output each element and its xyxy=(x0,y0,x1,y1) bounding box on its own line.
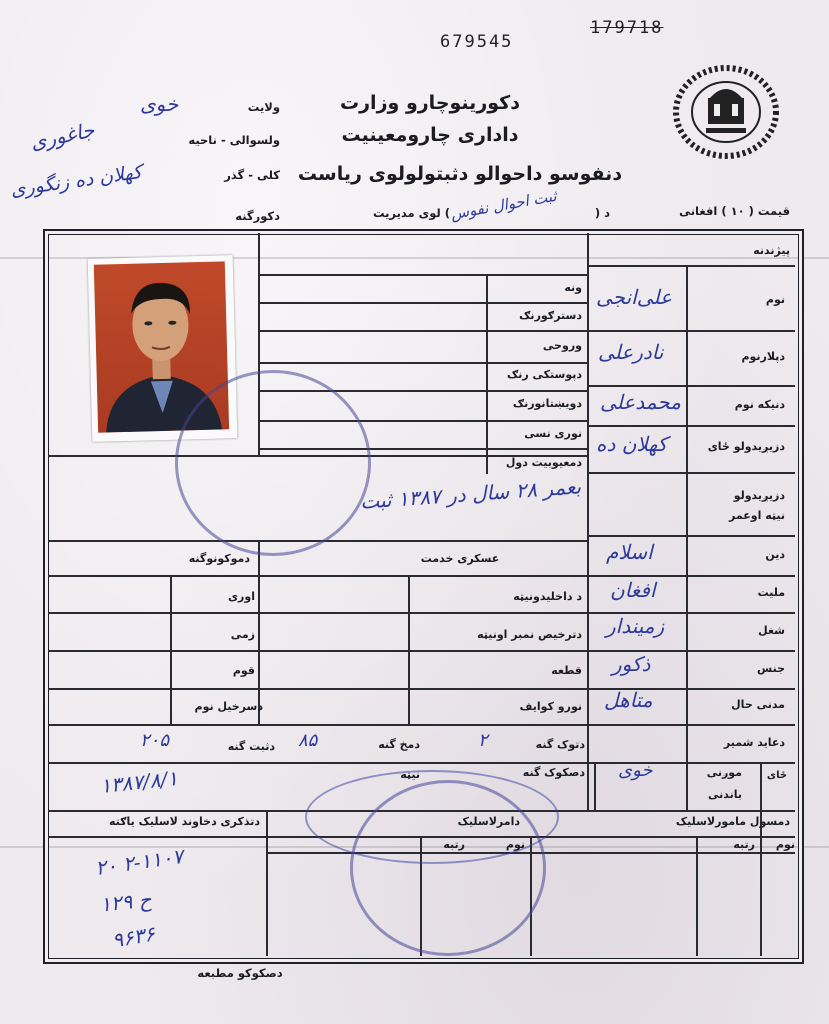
holder-header: پیژندنه xyxy=(753,244,790,257)
label-hair-color: دویښتانورنګ xyxy=(512,397,582,410)
value-religion: اسلام xyxy=(606,540,653,564)
table-rule xyxy=(587,233,589,810)
value-volume: ۲ xyxy=(478,730,488,751)
value-birth-date: بعمر ۲۸ سال در ۱۳۸۷ ثبت xyxy=(359,474,582,514)
province-label: ولایت xyxy=(247,100,280,114)
table-rule xyxy=(48,688,795,690)
table-rule xyxy=(486,274,488,474)
table-rule xyxy=(48,724,795,726)
label-page: دمخ گنه xyxy=(378,738,420,751)
office-prefix: د ( xyxy=(594,206,610,220)
label-ori: اوری xyxy=(227,590,255,603)
table-rule xyxy=(587,330,795,332)
table-rule xyxy=(48,762,795,764)
table-rule xyxy=(587,535,795,537)
label-rank-b: رتبه xyxy=(733,838,755,851)
label-skin-color: دپوستکی رنګ xyxy=(506,368,582,381)
table-rule xyxy=(587,425,795,427)
label-unit: قطعه xyxy=(551,664,582,677)
value-father-name: نادرعلی xyxy=(598,340,664,364)
value-name: علی‌انجی xyxy=(596,285,672,309)
handwritten-province: خوی xyxy=(140,92,179,116)
label-disability: دمعیوبیت دول xyxy=(505,456,582,469)
directorate-title: دنفوسو داحوالو دثبتولولوی ریاست xyxy=(297,163,623,185)
label-name-col: نوم xyxy=(505,838,525,851)
label-chief: دسرخیل نوم xyxy=(194,700,263,713)
stamp-oval xyxy=(305,770,559,864)
label-birthplace: دزیږیدولو ځای xyxy=(707,440,785,453)
table-rule xyxy=(48,575,795,577)
table-rule xyxy=(48,612,795,614)
label-other: نورو کوایف xyxy=(519,700,582,713)
handwritten-village: کهلان ده زنگوری xyxy=(9,160,144,202)
value-sex: ذکور xyxy=(612,652,651,676)
label-deed: دصکوک گنه xyxy=(522,766,585,779)
label-tribe: قوم xyxy=(232,664,255,677)
label-nationality: ملیت xyxy=(757,586,785,599)
district-label: ولسوالی - ناحیه xyxy=(188,133,280,147)
label-birth-date: دزیږیدولو نیټه اوعمر xyxy=(729,489,785,522)
value-present: خوی xyxy=(618,760,653,781)
dkorgana-label: دکورگنه xyxy=(235,209,280,223)
label-entry-date: د داخلیدونیټه xyxy=(513,590,582,603)
note-line-2: ۱۲۹ ح xyxy=(98,887,153,917)
label-rank: رتبه xyxy=(443,838,465,851)
value-register: ۲۰۵ xyxy=(140,730,170,751)
table-rule xyxy=(686,265,688,810)
table-rule xyxy=(587,472,795,474)
label-religion: دین xyxy=(765,548,785,561)
note-line-3: ۹۶۳۶ xyxy=(110,921,157,953)
afghan-emblem-icon xyxy=(670,62,782,162)
note-line-1: ۲۰ ۲-۱۱۰۷ xyxy=(93,843,185,881)
label-name: نوم xyxy=(765,293,785,306)
label-register: دثبت گنه xyxy=(227,740,275,753)
value-occupation: زمیندار xyxy=(606,614,665,638)
village-label: کلی - گذر xyxy=(224,168,280,182)
table-rule xyxy=(170,575,172,724)
table-rule xyxy=(258,302,588,304)
table-rule xyxy=(696,836,698,956)
ministry-title: دکورینوچارو وزارت xyxy=(340,92,520,114)
printer-label: دصکوکو مطبعه xyxy=(197,966,283,980)
label-marital-status: مدنی حال xyxy=(731,698,785,711)
label-height: ونه xyxy=(564,281,582,294)
table-rule xyxy=(760,762,762,956)
table-rule xyxy=(258,274,588,276)
official-stamp xyxy=(175,370,371,556)
value-date: ۱۳۸۷/۸/۱ xyxy=(98,765,179,799)
table-rule xyxy=(594,762,596,810)
label-sex: جنس xyxy=(757,662,785,675)
label-volume: دتوک گنه xyxy=(535,738,585,751)
label-dependents: دعاید شمیر xyxy=(723,736,785,749)
label-official-signature: دمسول مامورلاسلیک xyxy=(675,815,790,828)
label-discharge: دترخیص نمبر اونیټه xyxy=(477,628,582,641)
label-father-name: دپلارنوم xyxy=(741,350,785,363)
label-military-number: دموکونوگنه xyxy=(188,552,250,565)
value-marital-status: متاهل xyxy=(604,688,653,712)
label-zami: زمی xyxy=(230,628,255,641)
table-rule xyxy=(408,575,410,724)
label-military-service: عسکری خدمت xyxy=(420,552,500,565)
serial-number-struck: 179718 xyxy=(590,18,664,38)
value-grandfather-name: محمدعلی xyxy=(600,390,681,414)
serial-number: 679545 xyxy=(440,32,514,52)
label-order-signature: دامرلاسلیک xyxy=(457,815,520,828)
label-date: نیټه xyxy=(400,768,420,781)
label-holder-signature: دتذکری دخاوند لاسلیک یاګته xyxy=(108,815,260,828)
label-grandfather-name: دنیکه نوم xyxy=(734,398,785,411)
label-name-b: نوم xyxy=(775,838,795,851)
table-rule xyxy=(266,810,268,956)
table-rule xyxy=(587,265,795,267)
table-rule xyxy=(258,540,260,724)
table-rule xyxy=(587,385,795,387)
label-side-mark: ځای xyxy=(766,770,788,781)
table-rule xyxy=(258,362,588,364)
label-eyebrow: وروحی xyxy=(542,339,582,352)
label-eye-color: دسترګورنګ xyxy=(519,309,582,322)
deputy-title: داداری چارومعینیت xyxy=(341,124,519,146)
label-absent: باندنی xyxy=(707,788,742,801)
price-label: قیمت ( ۱۰ ) افغانی xyxy=(679,204,790,218)
table-rule xyxy=(48,650,795,652)
handwritten-district: جاغوری xyxy=(28,117,97,155)
handwritten-office: ثبت احوال نفوس xyxy=(449,186,558,224)
label-occupation: شغل xyxy=(758,624,785,637)
value-nationality: افغان xyxy=(610,578,656,602)
label-marks: نوری نسی xyxy=(524,427,582,440)
value-birthplace: کهلان ده xyxy=(596,432,668,456)
label-present: موږنی xyxy=(706,766,742,779)
table-rule xyxy=(258,330,588,332)
office-label: ) لوی مدیریت xyxy=(372,206,450,220)
value-page: ۸۵ xyxy=(298,730,318,751)
